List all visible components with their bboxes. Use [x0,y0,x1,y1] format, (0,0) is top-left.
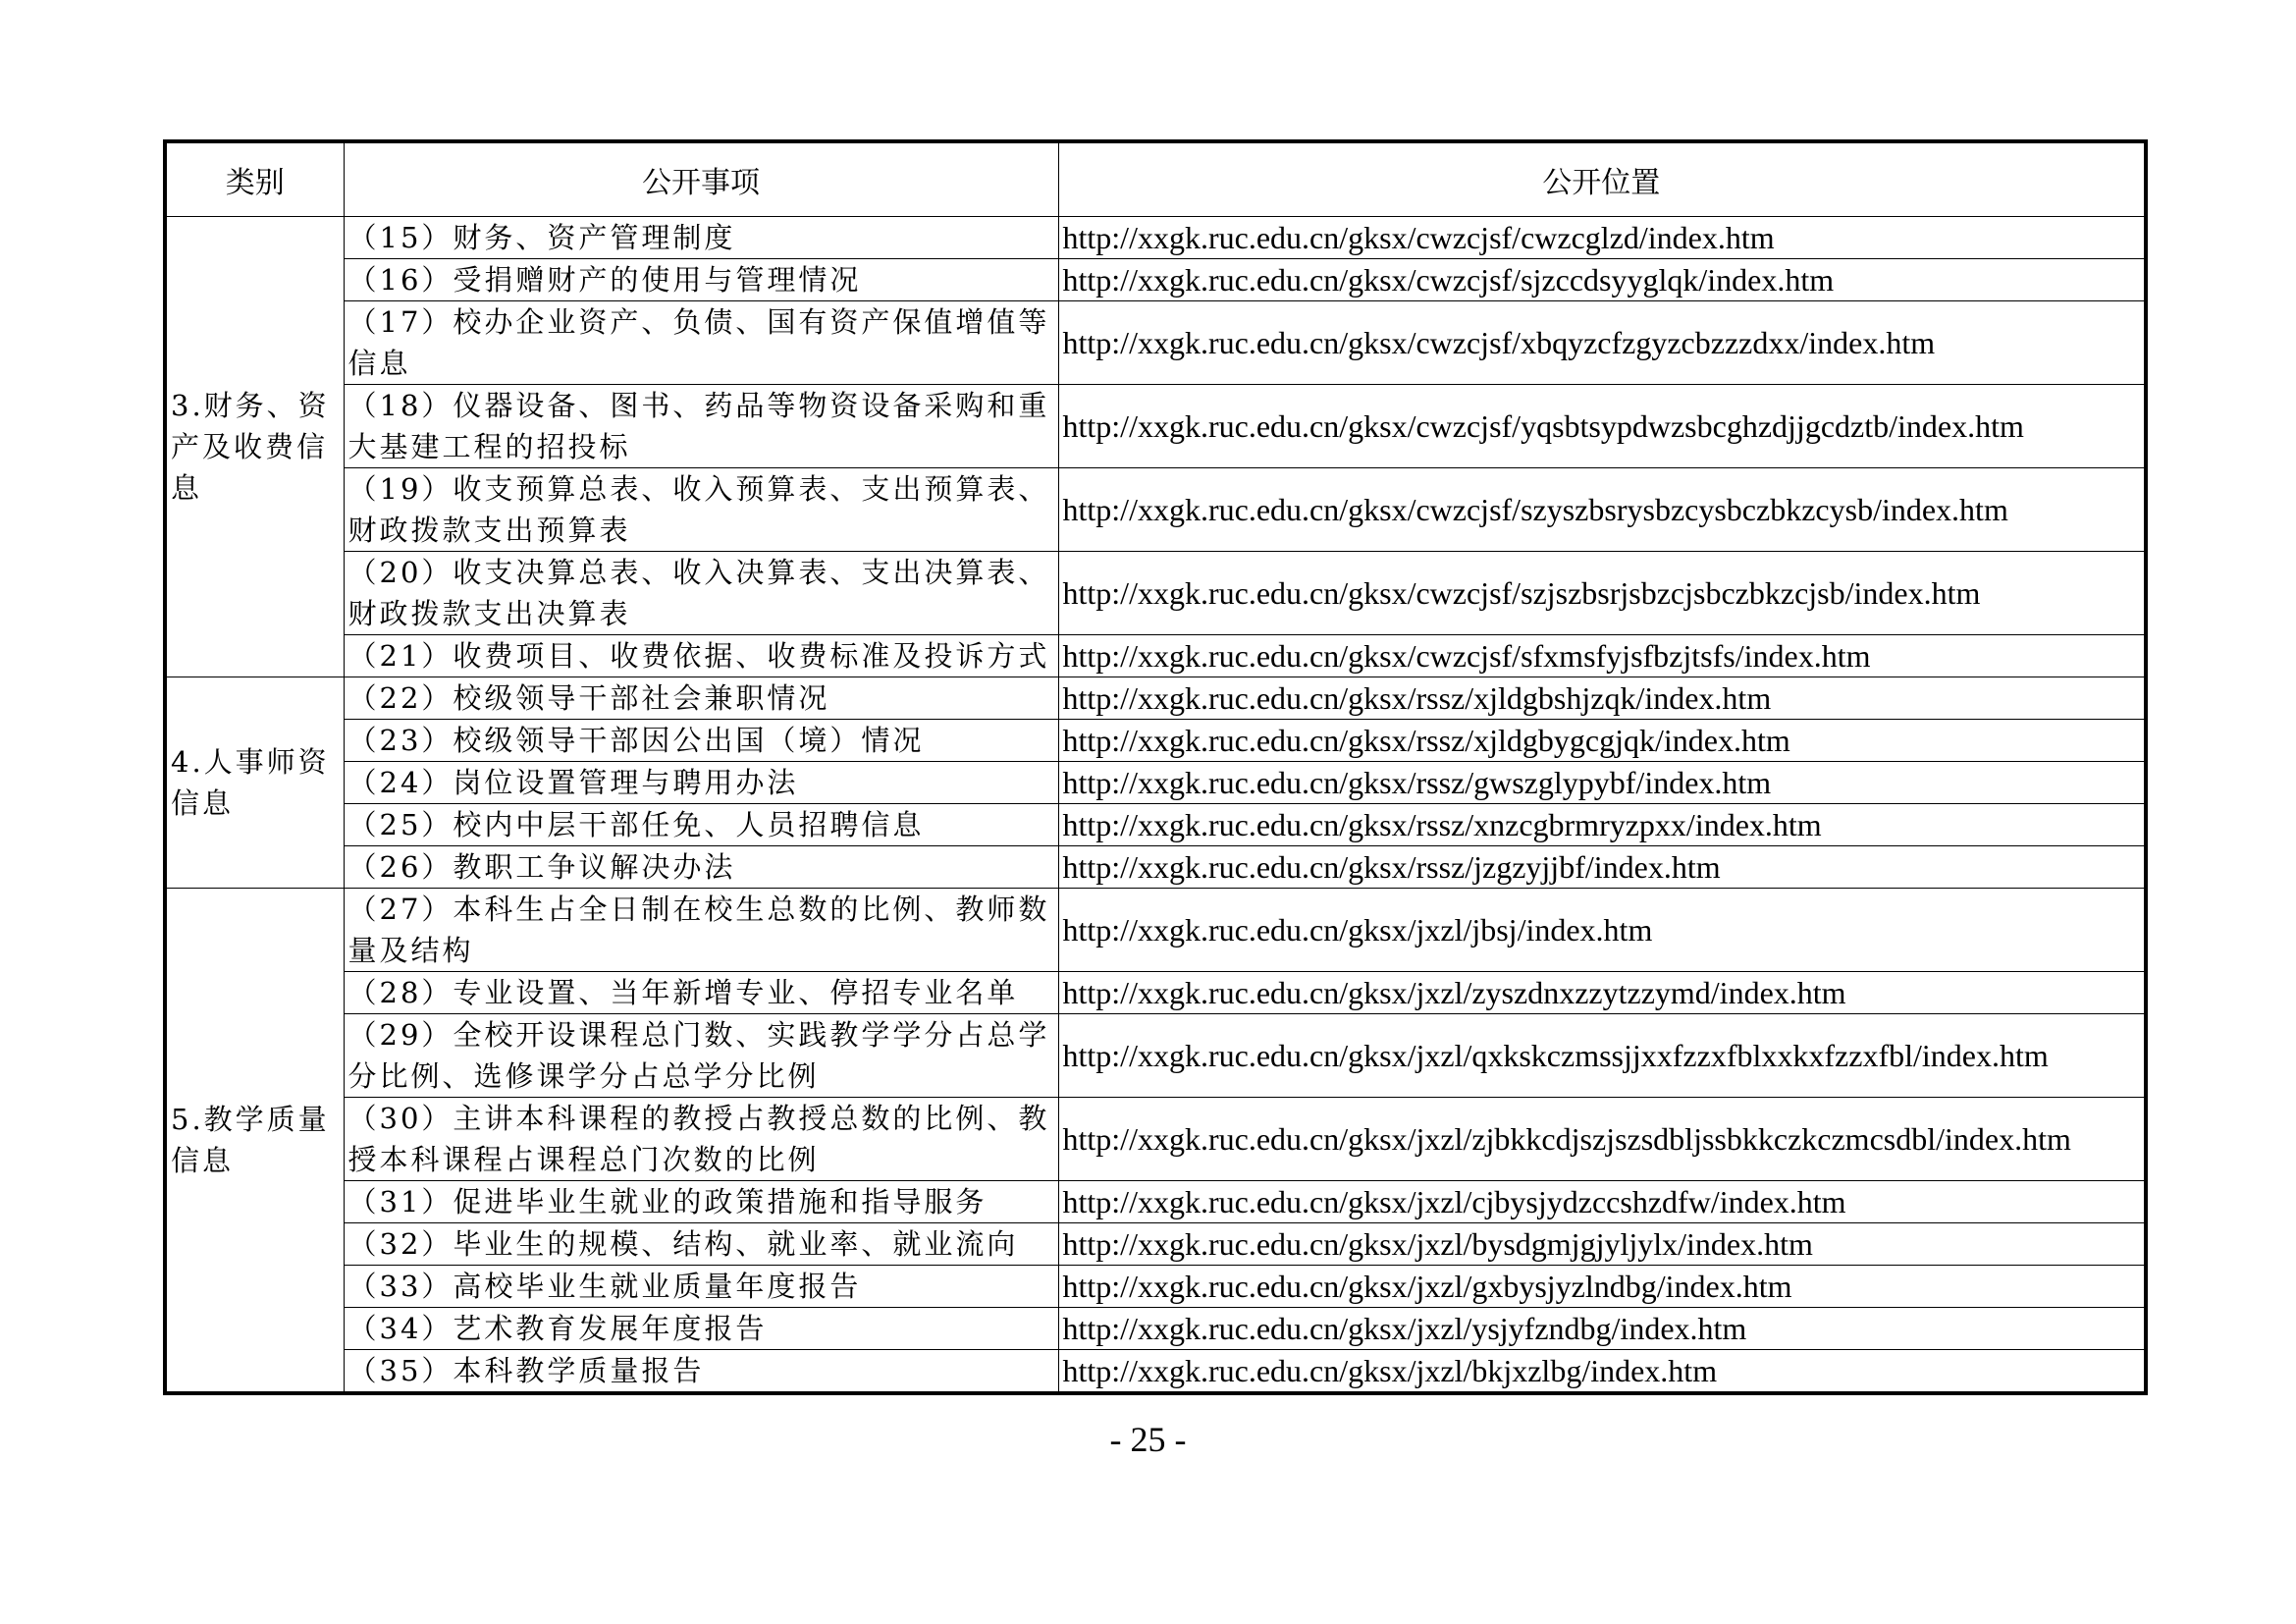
location-url-cell: http://xxgk.ruc.edu.cn/gksx/rssz/xjldgbygcgjqk/index.htm [1058,720,2146,762]
table-row [165,1014,2146,1098]
item-cell: （29）全校开设课程总门数、实践教学学分占总学分比例、选修课学分占总学分比例 [344,1014,1058,1098]
item-cell: （34）艺术教育发展年度报告 [344,1308,1058,1350]
location-url-cell: http://xxgk.ruc.edu.cn/gksx/rssz/gwszglypybf/index.htm [1058,762,2146,804]
location-url-cell: http://xxgk.ruc.edu.cn/gksx/cwzcjsf/yqsbtsypdwzsbcghzdjjgcdztb/index.htm [1058,385,2146,468]
table-row [165,552,2146,635]
table-row [165,677,2146,720]
table-row [165,1181,2146,1223]
table-row [165,385,2146,468]
table-row [165,972,2146,1014]
location-url-cell: http://xxgk.ruc.edu.cn/gksx/jxzl/ysjyfzndbg/index.htm [1058,1308,2146,1350]
category-cell: 4.人事师资信息 [165,677,344,889]
location-url-cell: http://xxgk.ruc.edu.cn/gksx/cwzcjsf/sjzccdsyyglqk/index.htm [1058,259,2146,301]
item-cell: （30）主讲本科课程的教授占教授总数的比例、教授本科课程占课程总门次数的比例 [344,1098,1058,1181]
page-number: - 25 - [1109,1420,1187,1459]
item-cell: （15）财务、资产管理制度 [344,217,1058,259]
table-row [165,217,2146,259]
location-url-cell: http://xxgk.ruc.edu.cn/gksx/cwzcjsf/szjszbsrjsbzcjsbczbkzcjsb/index.htm [1058,552,2146,635]
item-cell: （28）专业设置、当年新增专业、停招专业名单 [344,972,1058,1014]
table-row [165,259,2146,301]
item-cell: （21）收费项目、收费依据、收费标准及投诉方式 [344,635,1058,677]
item-cell: （33）高校毕业生就业质量年度报告 [344,1266,1058,1308]
table-body [165,217,2146,1394]
location-url-cell: http://xxgk.ruc.edu.cn/gksx/jxzl/bysdgmjgjyljylx/index.htm [1058,1223,2146,1266]
item-cell: （23）校级领导干部因公出国（境）情况 [344,720,1058,762]
table-row [165,889,2146,972]
table-row [165,1350,2146,1394]
table-row [165,804,2146,846]
location-url-cell: http://xxgk.ruc.edu.cn/gksx/jxzl/zyszdnxzzytzzymd/index.htm [1058,972,2146,1014]
item-cell: （22）校级领导干部社会兼职情况 [344,677,1058,720]
location-url-cell: http://xxgk.ruc.edu.cn/gksx/cwzcjsf/cwzcglzd/index.htm [1058,217,2146,259]
item-cell: （35）本科教学质量报告 [344,1350,1058,1394]
item-cell: （16）受捐赠财产的使用与管理情况 [344,259,1058,301]
item-cell: （18）仪器设备、图书、药品等物资设备采购和重大基建工程的招投标 [344,385,1058,468]
table-row [165,1098,2146,1181]
location-url-cell: http://xxgk.ruc.edu.cn/gksx/rssz/jzgzyjjbf/index.htm [1058,846,2146,889]
table-row [165,720,2146,762]
table-row [165,1266,2146,1308]
table-row [165,1223,2146,1266]
category-cell: 5.教学质量信息 [165,889,344,1394]
item-cell: （24）岗位设置管理与聘用办法 [344,762,1058,804]
header-location: 公开位置 [1058,141,2146,217]
item-cell: （26）教职工争议解决办法 [344,846,1058,889]
category-cell: 3.财务、资产及收费信息 [165,217,344,677]
table-row [165,762,2146,804]
location-url-cell: http://xxgk.ruc.edu.cn/gksx/jxzl/bkjxzlbg/index.htm [1058,1350,2146,1394]
item-cell: （25）校内中层干部任免、人员招聘信息 [344,804,1058,846]
item-cell: （31）促进毕业生就业的政策措施和指导服务 [344,1181,1058,1223]
item-cell: （17）校办企业资产、负债、国有资产保值增值等信息 [344,301,1058,385]
location-url-cell: http://xxgk.ruc.edu.cn/gksx/cwzcjsf/sfxmsfyjsfbzjtsfs/index.htm [1058,635,2146,677]
location-url-cell: http://xxgk.ruc.edu.cn/gksx/jxzl/gxbysjyzlndbg/index.htm [1058,1266,2146,1308]
location-url-cell: http://xxgk.ruc.edu.cn/gksx/jxzl/jbsj/index.htm [1058,889,2146,972]
location-url-cell: http://xxgk.ruc.edu.cn/gksx/rssz/xnzcgbrmryzpxx/index.htm [1058,804,2146,846]
location-url-cell: http://xxgk.ruc.edu.cn/gksx/jxzl/cjbysjydzccshzdfw/index.htm [1058,1181,2146,1223]
table-header-row [165,141,2146,217]
table-row [165,635,2146,677]
item-cell: （32）毕业生的规模、结构、就业率、就业流向 [344,1223,1058,1266]
table-row [165,1308,2146,1350]
location-url-cell: http://xxgk.ruc.edu.cn/gksx/jxzl/qxkskczmssjjxxfzzxfblxxkxfzzxfbl/index.htm [1058,1014,2146,1098]
item-cell: （19）收支预算总表、收入预算表、支出预算表、财政拨款支出预算表 [344,468,1058,552]
table-row [165,468,2146,552]
item-cell: （27）本科生占全日制在校生总数的比例、教师数量及结构 [344,889,1058,972]
location-url-cell: http://xxgk.ruc.edu.cn/gksx/jxzl/zjbkkcdjszjszsdbljssbkkczkczmcsdbl/index.htm [1058,1098,2146,1181]
location-url-cell: http://xxgk.ruc.edu.cn/gksx/cwzcjsf/xbqyzcfzgyzcbzzzdxx/index.htm [1058,301,2146,385]
item-cell: （20）收支决算总表、收入决算表、支出决算表、财政拨款支出决算表 [344,552,1058,635]
location-url-cell: http://xxgk.ruc.edu.cn/gksx/cwzcjsf/szyszbsrysbzcysbczbkzcysb/index.htm [1058,468,2146,552]
header-category: 类别 [165,141,344,217]
disclosure-table [163,139,2148,1395]
header-item: 公开事项 [344,141,1058,217]
location-url-cell: http://xxgk.ruc.edu.cn/gksx/rssz/xjldgbshjzqk/index.htm [1058,677,2146,720]
table-row [165,846,2146,889]
table-row [165,301,2146,385]
